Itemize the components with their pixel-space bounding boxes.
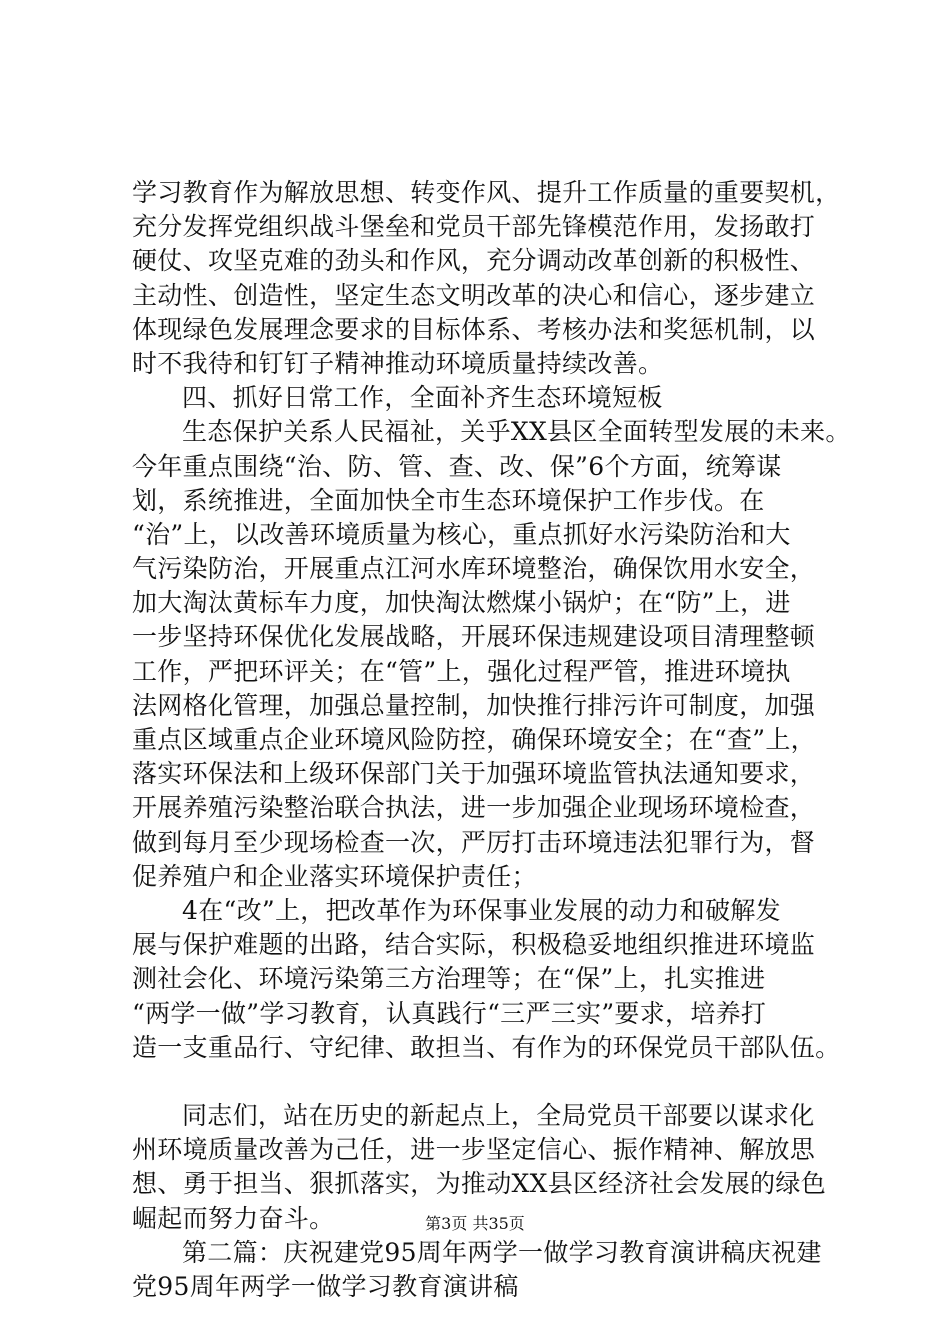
text-line: 气污染防治，开展重点江河水库环境整治，确保饮用水安全， — [132, 554, 816, 584]
text-line: 划，系统推进，全面加快全市生态环境保护工作步伐。在 — [132, 485, 765, 515]
text-line: 同志们，站在历史的新起点上，全局党员干部要以谋求化 — [182, 1101, 815, 1131]
text-line: “两学一做”学习教育，认真践行“三严三实”要求，培养打 — [132, 998, 767, 1028]
text-line: 党95周年两学一做学习教育演讲稿 — [132, 1272, 519, 1301]
text-line: 工作，严把环评关；在“管”上，强化过程严管，推进环境执 — [132, 656, 791, 686]
text-line: 生态保护关系人民福祉，关乎XX县区全面转型发展的未来。 — [182, 417, 851, 447]
paragraph-gap — [132, 1065, 832, 1099]
text-line: 促养殖户和企业落实环境保护责任； — [132, 861, 537, 891]
text-line: 重点区域重点企业环境风险防控，确保环境安全；在“查”上， — [132, 725, 816, 754]
text-line: 测社会化、环境污染第三方治理等；在“保”上，扎实推进 — [132, 964, 766, 994]
text-line: 展与保护难题的出路，结合实际，积极稳妥地组织推进环境监 — [132, 930, 816, 960]
text-line: 时不我待和钉钉子精神推动环境质量持续改善。 — [132, 348, 664, 378]
text-line: “治”上，以改善环境质量为核心，重点抓好水污染防治和大 — [132, 519, 791, 549]
text-line: 加大淘汰黄标车力度，加快淘汰燃煤小锅炉；在“防”上，进 — [132, 588, 791, 618]
text-line: 4在“改”上，把改革作为环保事业发展的动力和破解发 — [182, 895, 781, 925]
text-line: 一步坚持环保优化发展战略，开展环保违规建设项目清理整顿 — [132, 622, 816, 652]
section-heading: 第二篇：庆祝建党95周年两学一做学习教育演讲稿庆祝建 — [182, 1237, 822, 1267]
text-line: 主动性、创造性，坚定生态文明改革的决心和信心，逐步建立 — [132, 280, 816, 310]
text-line: 做到每月至少现场检查一次，严厉打击环境违法犯罪行为，督 — [132, 827, 816, 857]
text-line: 造一支重品行、守纪律、敢担当、有作为的环保党员干部队伍。 — [132, 1032, 841, 1062]
document-body — [132, 176, 851, 1304]
text-line: 硬仗、攻坚克难的劲头和作风，充分调动改革创新的积极性、 — [132, 246, 816, 276]
text-line: 充分发挥党组织战斗堡垒和党员干部先锋模范作用，发扬敢打 — [132, 212, 816, 242]
text-line: 体现绿色发展理念要求的目标体系、考核办法和奖惩机制，以 — [132, 314, 816, 344]
text-line: 州环境质量改善为己任，进一步坚定信心、振作精神、解放思 — [132, 1135, 816, 1165]
text-line: 学习教育作为解放思想、转变作风、提升工作质量的重要契机， — [132, 178, 841, 207]
text-line: 法网格化管理，加强总量控制，加快推行排污许可制度，加强 — [132, 690, 816, 720]
text-line: 想、勇于担当、狠抓落实，为推动XX县区经济社会发展的绿色 — [132, 1169, 826, 1199]
section-heading: 四、抓好日常工作，全面补齐生态环境短板 — [182, 383, 663, 413]
text-line: 落实环保法和上级环保部门关于加强环境监管执法通知要求， — [132, 759, 816, 789]
text-line: 今年重点围绕“治、防、管、查、改、保”6个方面，统筹谋 — [132, 451, 782, 481]
page-footer: 第3页 共35页 — [425, 1214, 525, 1233]
text-line: 开展养殖污染整治联合执法，进一步加强企业现场环境检查， — [132, 793, 816, 823]
text-line: 崛起而努力奋斗。 — [132, 1203, 335, 1233]
